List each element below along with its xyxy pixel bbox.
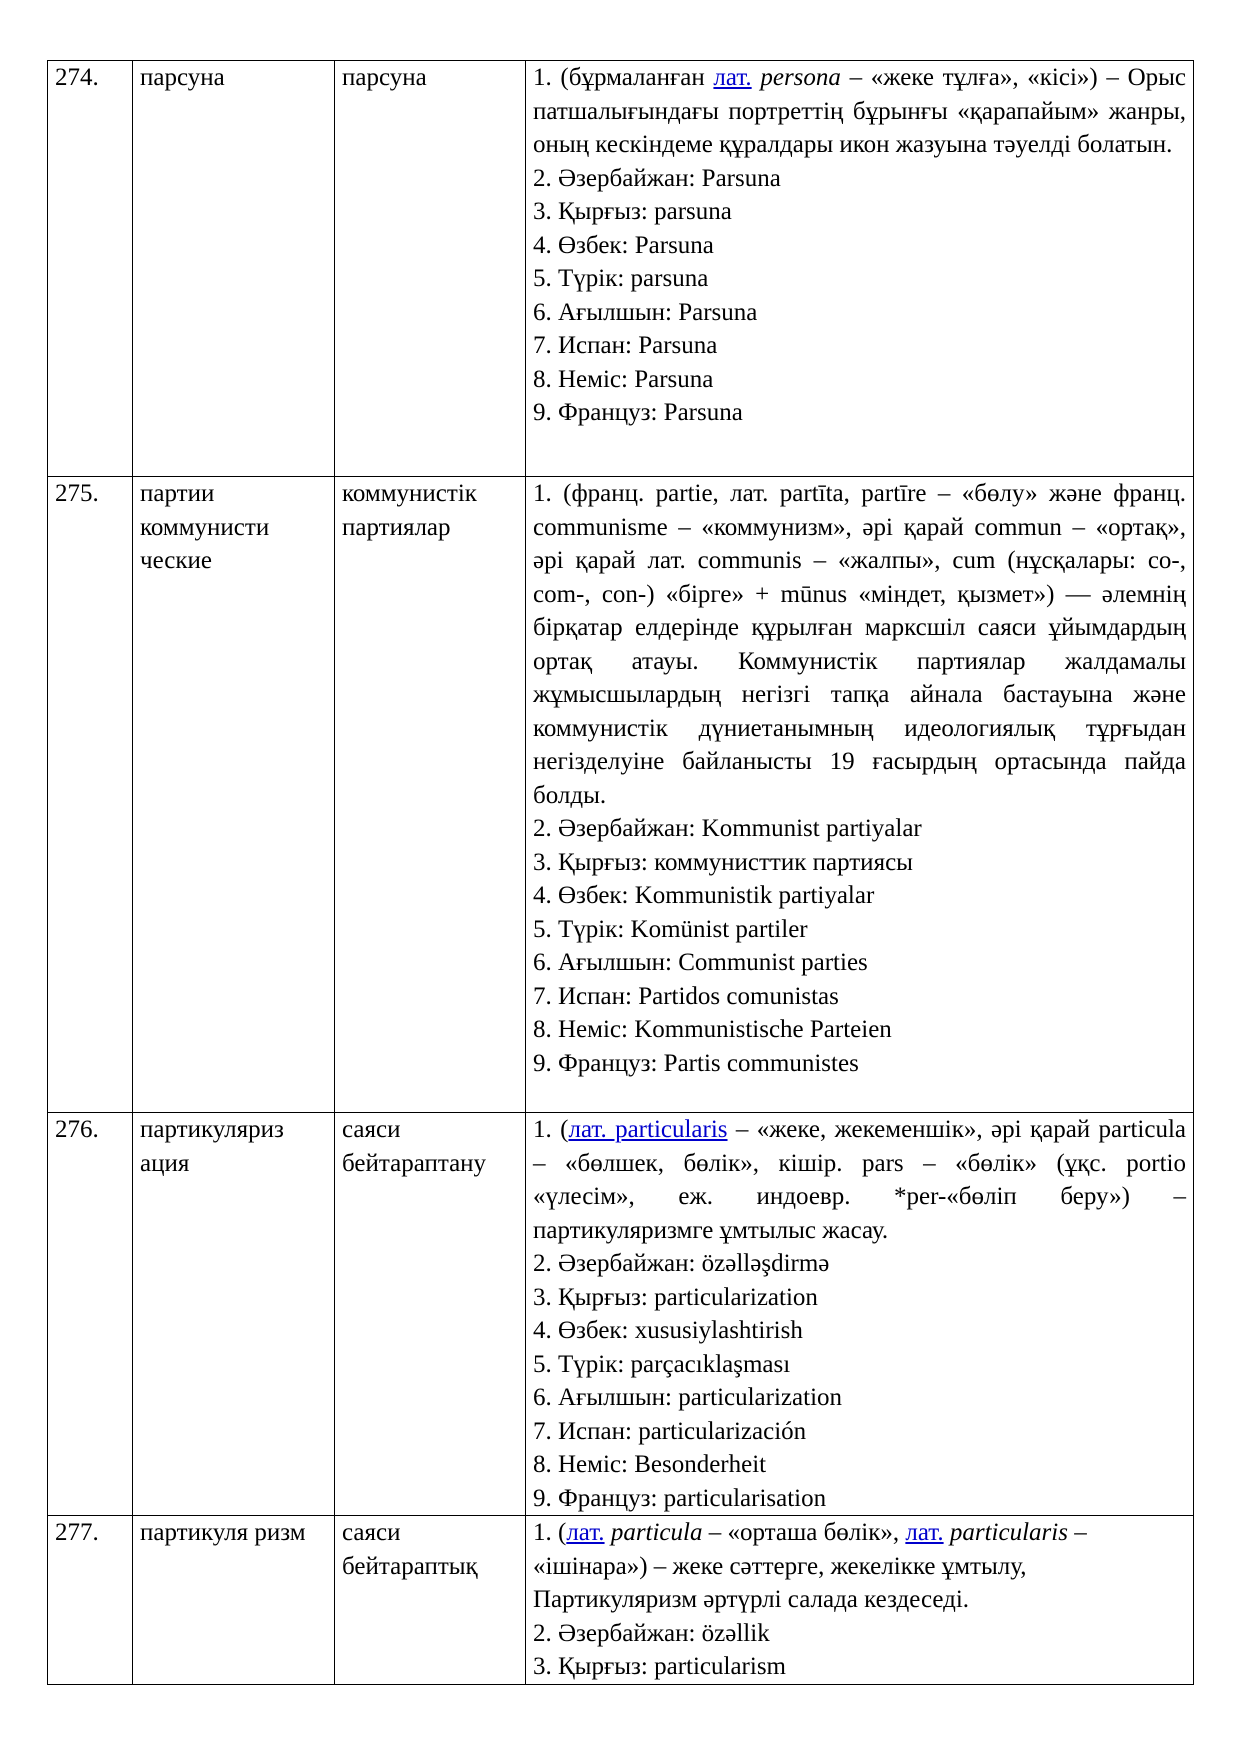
- language-equivalent: 7. Испан: Partidos comunistas: [533, 982, 839, 1010]
- latin-link[interactable]: лат.: [566, 1519, 605, 1546]
- language-equivalent: 8. Неміс: Besonderheit: [533, 1451, 767, 1478]
- latin-word: particularis: [949, 1519, 1068, 1546]
- entry-number: 276.: [48, 1113, 133, 1516]
- table-row: [48, 1516, 1194, 1685]
- definition-text: – «ішінара») – жеке сәттерге, жекелікке ұмтылу, Партикуляризм әртүрлі салада кездеседі.: [533, 1519, 1087, 1613]
- definition-text: – «орташа бөлік»,: [702, 1519, 906, 1546]
- language-equivalent: 8. Неміс: Parsuna: [533, 365, 714, 393]
- entry-number: 277.: [48, 1516, 133, 1685]
- entry-definition-cell: [526, 477, 1194, 1113]
- language-equivalent: 3. Қырғыз: коммунисттик партиясы: [533, 848, 913, 876]
- dictionary-table: [47, 60, 1194, 1685]
- entry-translation: парсуна: [335, 61, 526, 477]
- latin-link[interactable]: лат.: [713, 64, 752, 91]
- table-row: [48, 61, 1194, 477]
- entry-definition: [533, 1516, 1186, 1617]
- language-equivalent: 3. Қырғыз: particularization: [533, 1283, 818, 1311]
- language-equivalent: 6. Ағылшын: Communist parties: [533, 949, 868, 976]
- entry-definition-cell: [526, 1516, 1194, 1685]
- entry-translation: саяси бейтараптық: [335, 1516, 526, 1685]
- language-equivalent: 5. Түрік: Komünist partiler: [533, 915, 808, 943]
- language-equivalent: 3. Қырғыз: parsuna: [533, 198, 732, 225]
- entry-number: 275.: [48, 477, 133, 1113]
- language-equivalent: 9. Француз: particularisation: [533, 1484, 827, 1512]
- definition-text: 1. (: [533, 1519, 567, 1546]
- language-equivalent: 7. Испан: Parsuna: [533, 332, 718, 359]
- entry-term: партии коммунисти ческие: [133, 477, 335, 1113]
- entry-term: партикуля ризм: [133, 1516, 335, 1685]
- language-equivalent: 8. Неміс: Kommunistische Parteien: [533, 1016, 892, 1043]
- language-equivalent: 3. Қырғыз: particularism: [533, 1653, 786, 1680]
- language-equivalent: 2. Әзербайжан: Kommunist partiyalar: [533, 815, 922, 842]
- definition-text: 1. (бұрмаланған: [533, 64, 714, 91]
- entry-definition: [533, 1113, 1186, 1247]
- entry-term: партикуляриз ация: [133, 1113, 335, 1516]
- latin-word: particula: [610, 1519, 703, 1546]
- table-row: [48, 1113, 1194, 1516]
- table-row: [48, 477, 1194, 1113]
- latin-link[interactable]: лат. particularis: [568, 1116, 728, 1143]
- language-equivalent: 6. Ағылшын: Parsuna: [533, 298, 758, 326]
- definition-text: – «жеке, жекеменшік», әрі қарай particula – «бөлшек, бөлік», кішір. pars – «бөлік» (ұқс. portio «үлесім», еж. индоевр. *per-«бөліп беру») – партикуляризмге ұмтылыс жасау.: [533, 1116, 1187, 1244]
- latin-word: persona: [760, 64, 841, 91]
- definition-text: 1. (: [533, 1116, 569, 1143]
- language-equivalent: 4. Өзбек: Kommunistik partiyalar: [533, 882, 875, 909]
- language-equivalent: 2. Әзербайжан: özəllik: [533, 1619, 770, 1647]
- entry-translation: коммунистік партиялар: [335, 477, 526, 1113]
- latin-link[interactable]: лат.: [905, 1519, 944, 1546]
- entry-translation: саяси бейтараптану: [335, 1113, 526, 1516]
- entry-definition: 1. (франц. partie, лат. partīta, partīre – «бөлу» және франц. communisme – «коммунизм», әрі қарай commun – «ортақ», әрі қарай лат. communis – «жалпы», cum (нұсқалары: co-, com-, con-) «бірге» + mūnus «міндет, қызмет») — әлемнің бірқатар елдерінде құрылған марксшіл саяси ұйымдардың ортақ атауы. Коммунистік партиялар жалдамалы жұмысшылардың негізгі тапқа айнала бастауына және коммунистік дүниетанымның идеологиялық тұрғыдан негізделуіне байланысты 19 ғасырдың ортасында пайда болды.: [533, 480, 1186, 809]
- language-equivalent: 4. Өзбек: xususiylashtirish: [533, 1317, 803, 1344]
- language-equivalent: 5. Түрік: parçacıklaşması: [533, 1350, 791, 1378]
- definition-text: – «жеке тұлға», «кісі») – Орыс патшалығындағы портреттің бұрынғы «қарапайым» жанры, оның кескіндеме құралдары икон жазуына тәуелді болатын.: [533, 64, 1187, 158]
- entry-definition-cell: [526, 1113, 1194, 1516]
- language-equivalent: 9. Француз: Parsuna: [533, 399, 743, 426]
- language-equivalent: 9. Француз: Partis communistes: [533, 1049, 859, 1077]
- language-equivalent: 2. Әзербайжан: Parsuna: [533, 164, 781, 192]
- language-equivalent: 6. Ағылшын: particularization: [533, 1384, 843, 1411]
- entry-number: 274.: [48, 61, 133, 477]
- entry-definition-cell: [526, 61, 1194, 477]
- language-equivalent: 4. Өзбек: Parsuna: [533, 231, 714, 259]
- entry-term: парсуна: [133, 61, 335, 477]
- language-equivalent: 7. Испан: particularización: [533, 1417, 807, 1445]
- entry-definition: [533, 61, 1186, 162]
- language-equivalent: 5. Түрік: parsuna: [533, 265, 709, 292]
- language-equivalent: 2. Әзербайжан: özəlləşdirmə: [533, 1250, 830, 1277]
